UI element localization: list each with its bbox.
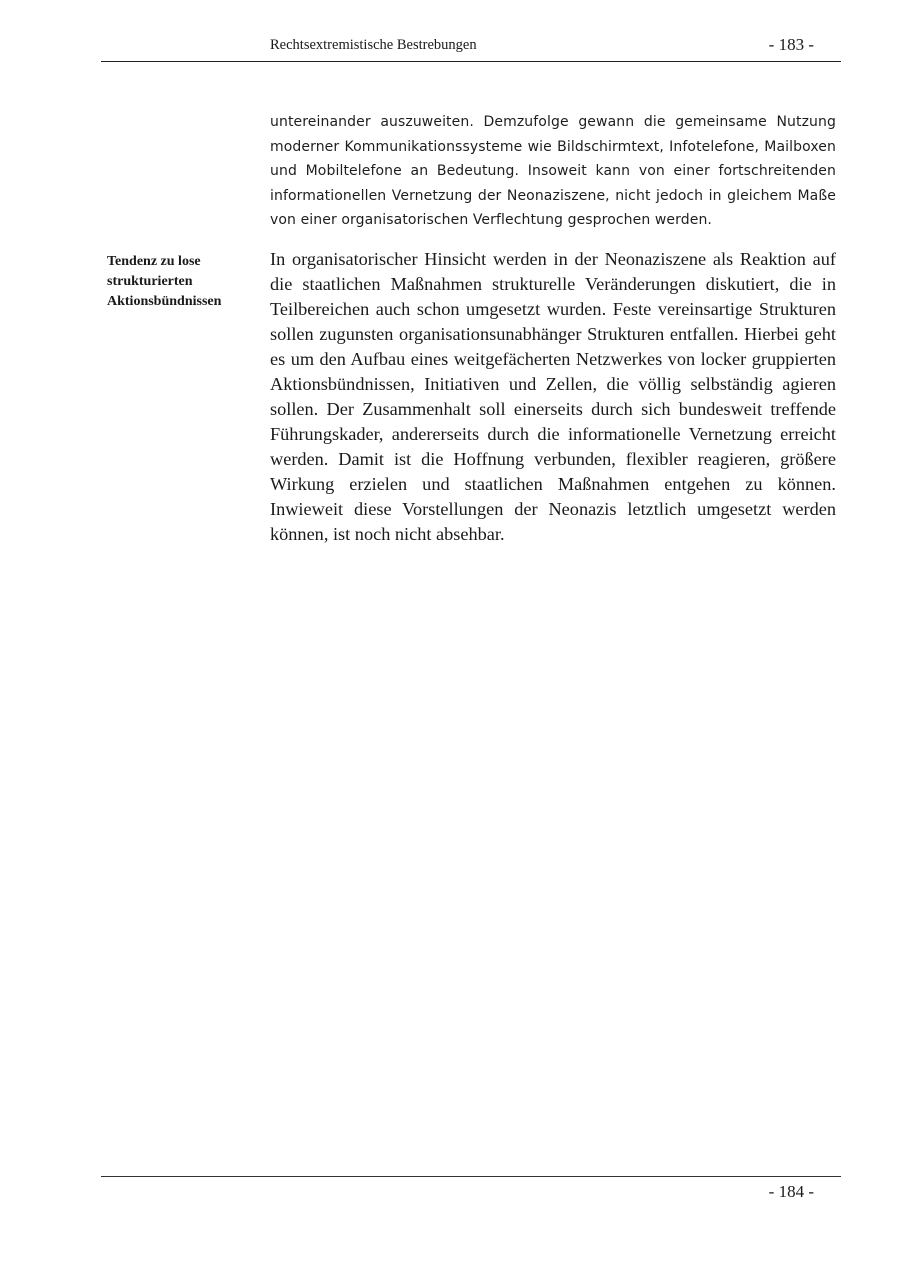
margin-note-heading: Tendenz zu lose strukturierten Aktionsbündnissen: [107, 254, 222, 309]
running-header-title: Rechtsextremistische Bestrebungen: [270, 37, 477, 53]
footer-page-number: - 184 -: [768, 1182, 814, 1201]
body-paragraph: In organisatorischer Hinsicht werden in der Neonaziszene als Reaktion auf die staatlichen Maßnahmen strukturelle Veränderungen diskutiert, die in Teilbereichen auch schon umgesetzt wurden. Feste vereinsartige Strukturen sollen zugunsten organisationsunabhänger Strukturen entfallen. Hierbei geht es um den Aufbau eines weitgefächerten Netzwerkes von locker gruppierten Aktionsbündnissen, Initiativen und Zellen, die völlig selbständig agieren sollen. Der Zusammenhalt soll einerseits durch sich bundesweit treffende Führungskader, andererseits durch die informationelle Vernetzung erreicht werden. Damit ist die Hoffnung verbunden, flexibler reagieren, größere Wirkung erzielen und staatlichen Maßnahmen entgehen zu können. Inwieweit diese Vorstellungen der Neonazis letztlich umgesetzt werden können, ist noch nicht absehbar.: [270, 249, 836, 544]
header-rule: [101, 61, 841, 62]
footer-rule: [101, 1176, 841, 1177]
body-paragraph-continued: untereinander auszuweiten. Demzufolge gewann die gemeinsame Nutzung moderner Kommunikationssysteme wie Bildschirmtext, Infotelefone, Mailboxen und Mobiltelefone an Bedeutung. Insoweit kann von einer fortschreitenden informationellen Vernetzung der Neonaziszene, nicht jedoch in gleichem Maße von einer organisatorischen Verflechtung gesprochen werden.: [270, 114, 836, 229]
header-page-number: - 183 -: [768, 35, 814, 54]
